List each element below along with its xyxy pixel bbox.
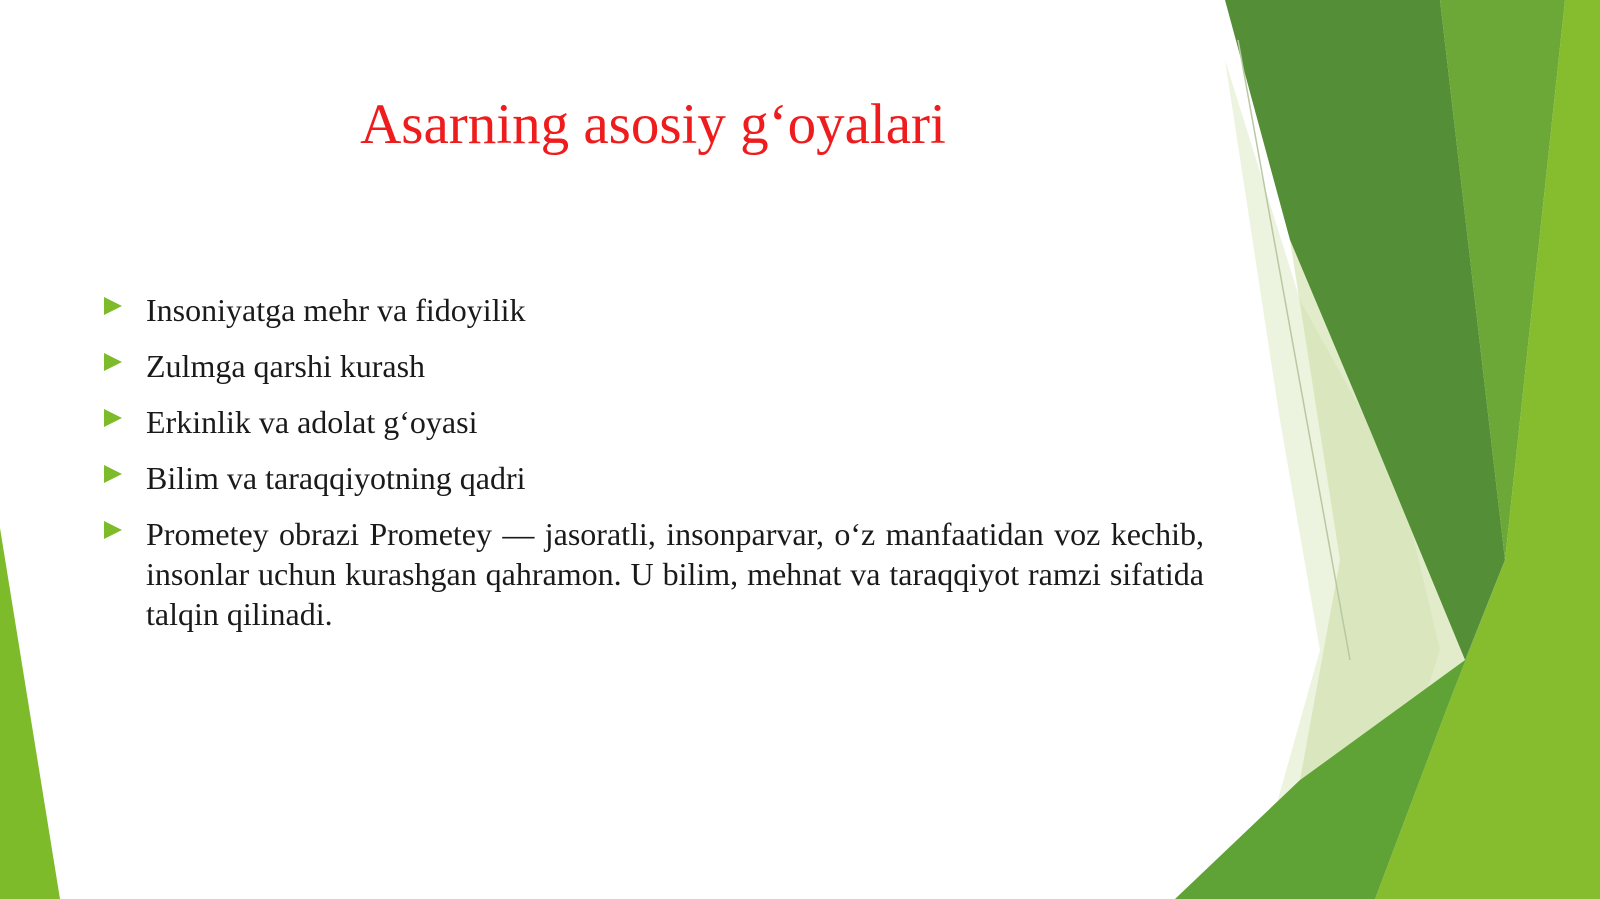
list-item <box>100 458 1204 498</box>
bullet-text: Insoniyatga mehr va fidoyilik <box>146 292 526 328</box>
bullet-text: Prometey obrazi Prometey — jasoratli, insonparvar, o‘z manfaatidan voz kechib, insonlar uchun kurashgan qahramon. U bilim, mehnat va taraqqiyot ramzi sifatida talqin qilinadi. <box>146 516 1204 632</box>
left-green-panel <box>0 528 60 899</box>
triangle-bullet-icon <box>104 465 122 483</box>
list-item <box>100 514 1204 634</box>
slide-title: Asarning asosiy g‘oyalari <box>360 93 946 156</box>
list-item <box>100 346 1204 386</box>
bullet-list <box>100 290 1204 650</box>
bullet-text: Bilim va taraqqiyotning qadri <box>146 460 526 496</box>
bullet-text: Erkinlik va adolat g‘oyasi <box>146 404 478 440</box>
triangle-bullet-icon <box>104 297 122 315</box>
list-item <box>100 402 1204 442</box>
triangle-bullet-icon <box>104 409 122 427</box>
triangle-bullet-icon <box>104 353 122 371</box>
list-item <box>100 290 1204 330</box>
triangle-bullet-icon <box>104 521 122 539</box>
bullet-text: Zulmga qarshi kurash <box>146 348 426 384</box>
